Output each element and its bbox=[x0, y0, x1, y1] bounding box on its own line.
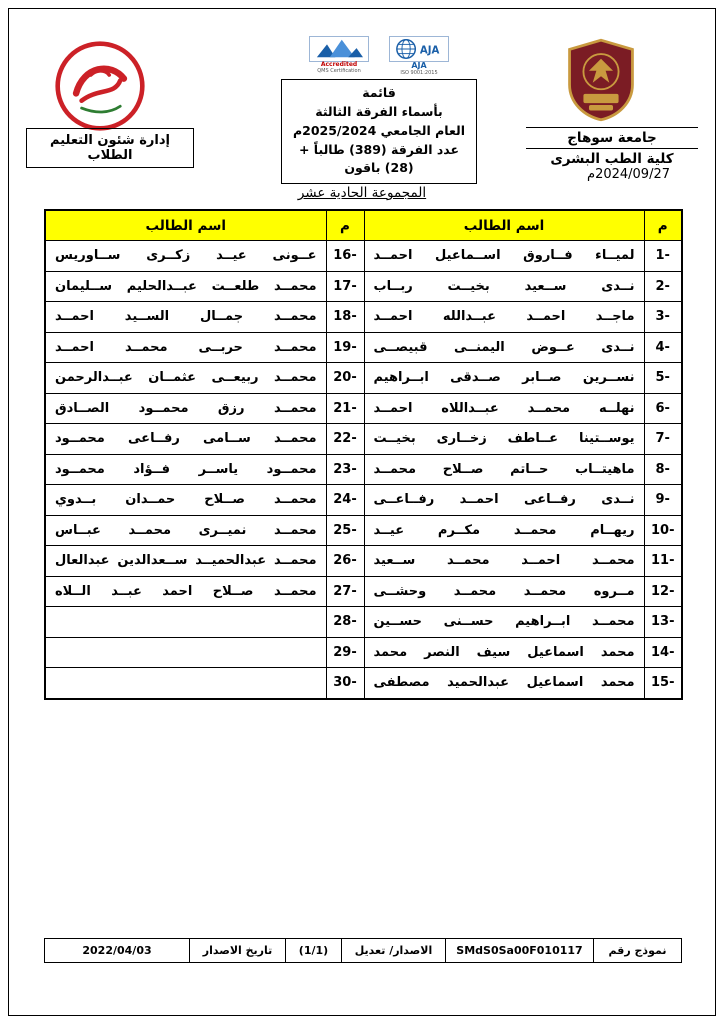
name-cell: محمــد رزق محمــود الصــادق bbox=[45, 393, 326, 424]
num-cell: 8- bbox=[644, 454, 682, 485]
name-cell: عــونى عيــد زكــرى ســاوريس bbox=[45, 241, 326, 272]
name-cell: لميــاء فــاروق اســماعيل احمــد bbox=[364, 241, 644, 272]
university-round-logo bbox=[54, 40, 146, 132]
name-cell: مــروه محمــد محمــد وحشــى bbox=[364, 576, 644, 607]
footer-cell: SMdS0Sa00F010117 bbox=[446, 939, 594, 963]
num-cell: 16- bbox=[326, 241, 364, 272]
svg-text:AJA: AJA bbox=[419, 45, 440, 57]
group-title: المجموعة الحادية عشر bbox=[297, 185, 427, 201]
num-cell: 23- bbox=[326, 454, 364, 485]
accreditation-left-label: Accredited bbox=[320, 61, 358, 68]
num-cell: 21- bbox=[326, 393, 364, 424]
name-header-cell: اسم الطالب bbox=[45, 210, 326, 241]
university-round-logo-icon bbox=[54, 40, 146, 132]
admin-office-box: إدارة شئون التعليم الطلاب bbox=[26, 128, 194, 168]
num-cell: 14- bbox=[644, 637, 682, 668]
name-cell: ريهــام محمــد مكــرم عيــد bbox=[364, 515, 644, 546]
university-crest bbox=[564, 36, 638, 124]
footer-cell: الاصدار/ تعديل bbox=[342, 939, 446, 963]
university-name: جامعة سوهاج bbox=[526, 128, 698, 149]
accreditation-left-caption: QMS Certification bbox=[317, 67, 361, 74]
footer-cell: نموذج رقم bbox=[594, 939, 682, 963]
title-line-4: عدد الفرقة (389) طالباً +(28) باقون bbox=[298, 141, 460, 176]
name-cell: محمد اسماعيل سيف النصر محمد bbox=[364, 637, 644, 668]
num-header-cell: م bbox=[326, 210, 364, 241]
table-row bbox=[45, 241, 682, 272]
name-cell bbox=[45, 637, 326, 668]
university-crest-icon bbox=[564, 36, 638, 124]
num-cell: 22- bbox=[326, 424, 364, 455]
table-row bbox=[45, 515, 682, 546]
name-cell bbox=[45, 607, 326, 638]
table-row bbox=[45, 332, 682, 363]
name-header-cell: اسم الطالب bbox=[364, 210, 644, 241]
students-table bbox=[44, 209, 683, 700]
table-row bbox=[45, 424, 682, 455]
table-row bbox=[45, 393, 682, 424]
num-cell: 18- bbox=[326, 302, 364, 333]
name-cell: نــدى رفــاعى احمــد رفــاعــى bbox=[364, 485, 644, 516]
table-row bbox=[45, 576, 682, 607]
title-line-3: العام الجامعي 2025/2024م bbox=[292, 122, 466, 138]
footer-table bbox=[44, 938, 682, 963]
accreditation-right bbox=[387, 36, 451, 76]
university-name-block bbox=[526, 127, 698, 169]
footer-row bbox=[45, 939, 682, 963]
name-cell: محمــد عبدالحميــد ســعدالدين عبدالعال bbox=[45, 546, 326, 577]
accreditation-mountains-icon bbox=[309, 36, 369, 62]
name-cell: محمــود ياســر فــؤاد محمــود bbox=[45, 454, 326, 485]
num-cell: 30- bbox=[326, 668, 364, 699]
num-cell: 27- bbox=[326, 576, 364, 607]
accreditation-row bbox=[281, 36, 477, 76]
name-cell: محمــد حربــى محمــد احمــد bbox=[45, 332, 326, 363]
num-cell: 29- bbox=[326, 637, 364, 668]
num-cell: 12- bbox=[644, 576, 682, 607]
table-row bbox=[45, 302, 682, 333]
faculty-name: كلية الطب البشرى bbox=[550, 151, 674, 167]
footer-cell: 2022/04/03 bbox=[45, 939, 190, 963]
num-cell: 26- bbox=[326, 546, 364, 577]
header-center-block bbox=[281, 36, 477, 184]
name-cell: نســرين صــابر صــدقى ابــراهيم bbox=[364, 363, 644, 394]
name-cell: محمــد ربيعــى عثمــان عبــدالرحمن bbox=[45, 363, 326, 394]
name-cell: محمــد نميــرى محمــد عبــاس bbox=[45, 515, 326, 546]
table-row bbox=[45, 485, 682, 516]
num-cell: 2- bbox=[644, 271, 682, 302]
table-header-row bbox=[45, 210, 682, 241]
table-row bbox=[45, 271, 682, 302]
accreditation-right-label: AJA bbox=[411, 61, 427, 70]
student-table-body bbox=[45, 241, 682, 699]
name-cell: محمــد صــلاح احمد عبــد الــلاه bbox=[45, 576, 326, 607]
name-cell: محمــد احمــد محمــد ســعيد bbox=[364, 546, 644, 577]
num-cell: 9- bbox=[644, 485, 682, 516]
name-cell: محمــد طلعــت عبــدالحليم ســليمان bbox=[45, 271, 326, 302]
name-cell: ماهيتــاب حــاتم صــلاح محمــد bbox=[364, 454, 644, 485]
num-cell: 25- bbox=[326, 515, 364, 546]
num-cell: 15- bbox=[644, 668, 682, 699]
name-cell: محمــد ابــراهيم حســنى حســين bbox=[364, 607, 644, 638]
footer-cell: (1/1) bbox=[286, 939, 342, 963]
table-row bbox=[45, 546, 682, 577]
num-cell: 5- bbox=[644, 363, 682, 394]
num-cell: 7- bbox=[644, 424, 682, 455]
name-cell: نــدى ســعيد بخيــت ربــاب bbox=[364, 271, 644, 302]
name-cell: محمــد ســامى رفــاعى محمــود bbox=[45, 424, 326, 455]
num-cell: 4- bbox=[644, 332, 682, 363]
accreditation-left bbox=[307, 36, 371, 76]
table-row bbox=[45, 363, 682, 394]
num-cell: 1- bbox=[644, 241, 682, 272]
name-cell: محمــد صــلاح حمــدان بــدوي bbox=[45, 485, 326, 516]
num-cell: 6- bbox=[644, 393, 682, 424]
title-line-2: بأسماء الفرقة الثالثة bbox=[315, 104, 443, 120]
num-cell: 3- bbox=[644, 302, 682, 333]
name-cell: نــدى عــوض اليمنــى قبيصــى bbox=[364, 332, 644, 363]
num-cell: 13- bbox=[644, 607, 682, 638]
header-title-box bbox=[281, 79, 477, 184]
num-cell: 19- bbox=[326, 332, 364, 363]
num-cell: 28- bbox=[326, 607, 364, 638]
name-cell: محمــد جمــال الســيد احمــد bbox=[45, 302, 326, 333]
num-cell: 17- bbox=[326, 271, 364, 302]
name-cell: نهلــه محمــد عبــداللاه احمــد bbox=[364, 393, 644, 424]
num-cell: 20- bbox=[326, 363, 364, 394]
num-cell: 11- bbox=[644, 546, 682, 577]
accreditation-right-caption: ISO 9001:2015 bbox=[400, 69, 438, 76]
table-row bbox=[45, 668, 682, 699]
num-cell: 24- bbox=[326, 485, 364, 516]
footer-cell: تاريخ الاصدار bbox=[190, 939, 286, 963]
num-header-cell: م bbox=[644, 210, 682, 241]
name-cell: يوســتينا عــاطف زخــارى بخيــت bbox=[364, 424, 644, 455]
globe-icon bbox=[389, 36, 449, 62]
table-row bbox=[45, 454, 682, 485]
title-line-1: قائمة bbox=[362, 85, 396, 101]
table-row bbox=[45, 607, 682, 638]
num-cell: 10- bbox=[644, 515, 682, 546]
name-cell: ماجــد احمــد عبــدالله احمــد bbox=[364, 302, 644, 333]
table-row bbox=[45, 637, 682, 668]
document-date: 2024/09/27م bbox=[587, 167, 670, 182]
name-cell bbox=[45, 668, 326, 699]
name-cell: محمد اسماعيل عبدالحميد مصطفى bbox=[364, 668, 644, 699]
